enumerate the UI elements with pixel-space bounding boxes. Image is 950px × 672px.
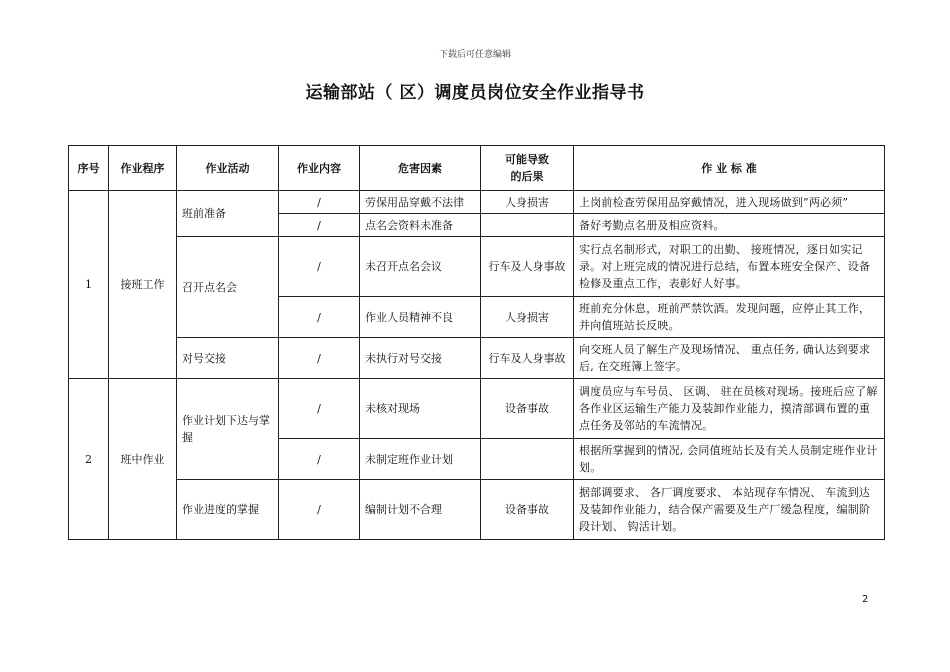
standard-cell: 实行点名制形式，对职工的出勤、 接班情况，逐日如实记录。对上班完成的情况进行总结，布置本班安全保产、设备检修及重点工作，表彰好人好事。 xyxy=(574,237,885,297)
consequence-cell: 设备事故 xyxy=(481,379,574,439)
content-cell: / xyxy=(279,191,360,214)
activity-cell: 对号交接 xyxy=(177,338,279,379)
col-header-activity: 作业活动 xyxy=(177,146,279,191)
table-row xyxy=(69,191,885,214)
col-header-consequence-line1: 可能导致 xyxy=(505,153,549,166)
hazard-cell: 未制定班作业计划 xyxy=(360,439,481,480)
table-row xyxy=(69,338,885,379)
standard-cell: 班前充分休息，班前严禁饮酒。发现问题，应停止其工作，并向值班站长反映。 xyxy=(574,297,885,338)
header-note: 下载后可任意编辑 xyxy=(438,50,511,60)
consequence-cell xyxy=(481,439,574,480)
page-number: 2 xyxy=(862,594,869,605)
standard-cell: 根据所掌握到的情况, 会同值班站长及有关人员制定班作业计划。 xyxy=(574,439,885,480)
consequence-cell xyxy=(481,214,574,237)
hazard-cell: 编制计划不合理 xyxy=(360,480,481,540)
consequence-cell: 设备事故 xyxy=(481,480,574,540)
table-header-row xyxy=(69,146,885,191)
table-row xyxy=(69,480,885,540)
hazard-cell: 作业人员精神不良 xyxy=(360,297,481,338)
consequence-cell: 行车及人身事故 xyxy=(481,237,574,297)
hazard-cell: 未执行对号交接 xyxy=(360,338,481,379)
content-cell: / xyxy=(279,297,360,338)
activity-cell: 作业进度的掌握 xyxy=(177,480,279,540)
seq-cell: 1 xyxy=(69,191,109,379)
col-header-hazard: 危害因素 xyxy=(360,146,481,191)
procedure-cell: 班中作业 xyxy=(109,379,177,540)
content-cell: / xyxy=(279,480,360,540)
safety-guide-table xyxy=(68,145,885,540)
seq-cell: 2 xyxy=(69,379,109,540)
document-title: 运输部站（ 区）调度员岗位安全作业指导书 xyxy=(305,83,645,103)
activity-cell: 召开点名会 xyxy=(177,237,279,338)
col-header-consequence xyxy=(481,146,574,191)
procedure-cell: 接班工作 xyxy=(109,191,177,379)
standard-cell: 调度员应与车号员、 区调、 驻在员核对现场。接班后应了解各作业区运输生产能力及装卸作业能力，摸清部调布置的重点任务及邻站的车流情况。 xyxy=(574,379,885,439)
standard-cell: 向交班人员了解生产及现场情况、 重点任务, 确认达到要求后, 在交班簿上签字。 xyxy=(574,338,885,379)
content-cell: / xyxy=(279,214,360,237)
content-cell: / xyxy=(279,439,360,480)
col-header-seq: 序号 xyxy=(69,146,109,191)
consequence-cell: 人身损害 xyxy=(481,191,574,214)
standard-cell: 据部调要求、 各厂调度要求、 本站现存车情况、 车流到达及装卸作业能力，结合保产需要及生产厂缓急程度，编制阶段计划、 钩活计划。 xyxy=(574,480,885,540)
hazard-cell: 未召开点名会议 xyxy=(360,237,481,297)
standard-cell: 备好考勤点名册及相应资料。 xyxy=(574,214,885,237)
consequence-cell: 行车及人身事故 xyxy=(481,338,574,379)
hazard-cell: 劳保用品穿戴不法律 xyxy=(360,191,481,214)
content-cell: / xyxy=(279,379,360,439)
content-cell: / xyxy=(279,237,360,297)
activity-cell: 班前准备 xyxy=(177,191,279,237)
table-row xyxy=(69,379,885,439)
table-row xyxy=(69,237,885,297)
content-cell: / xyxy=(279,338,360,379)
col-header-content: 作业内容 xyxy=(279,146,360,191)
consequence-cell: 人身损害 xyxy=(481,297,574,338)
activity-cell: 作业计划下达与掌握 xyxy=(177,379,279,480)
hazard-cell: 点名会资料未准备 xyxy=(360,214,481,237)
standard-cell: 上岗前检查劳保用品穿戴情况，进入现场做到”两必须” xyxy=(574,191,885,214)
col-header-consequence-line2: 的后果 xyxy=(510,170,544,183)
hazard-cell: 未核对现场 xyxy=(360,379,481,439)
col-header-standard: 作 业 标 准 xyxy=(574,146,885,191)
col-header-procedure: 作业程序 xyxy=(109,146,177,191)
